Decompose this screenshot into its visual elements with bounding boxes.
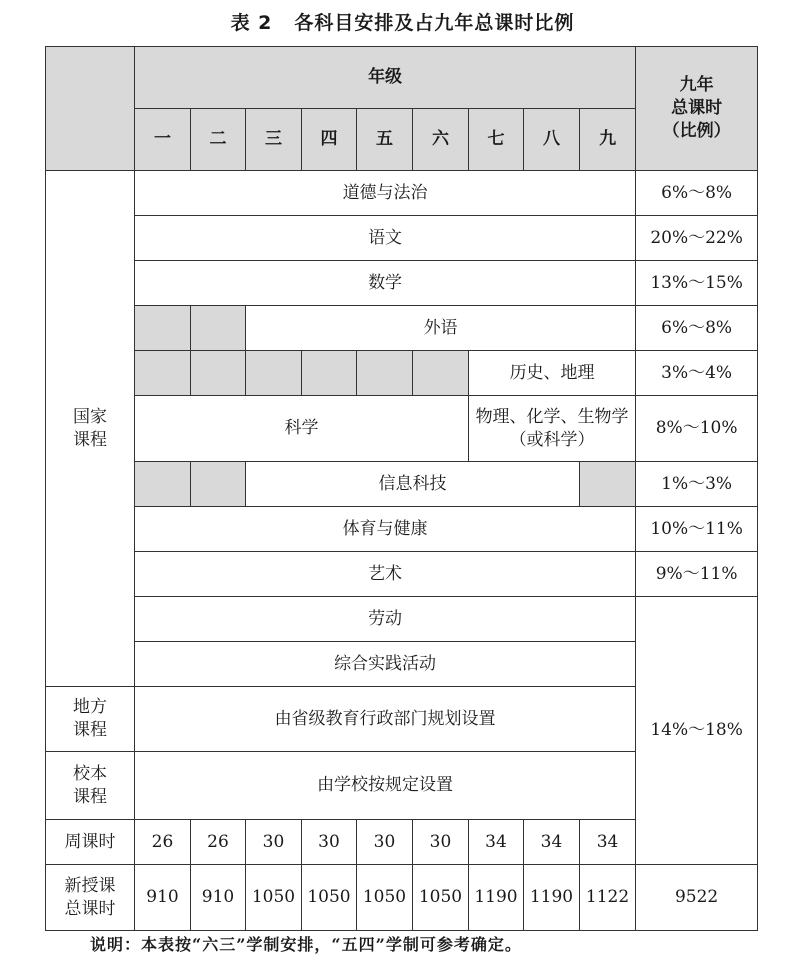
subject-school-setting: 由学校按规定设置: [135, 752, 636, 820]
weekly-value: 30: [413, 820, 469, 865]
curriculum-table: [45, 46, 758, 931]
empty-cell: [135, 351, 191, 396]
empty-cell: [135, 462, 191, 507]
weekly-value: 34: [524, 820, 580, 865]
subject-science: 科学: [135, 396, 469, 462]
table-title: [0, 8, 805, 35]
total-value: 1050: [413, 865, 469, 931]
ratio-header: [636, 47, 758, 171]
ratio-header-line3: （比例）: [662, 120, 731, 141]
weekly-value: 34: [469, 820, 524, 865]
weekly-value: 34: [580, 820, 636, 865]
subject-chinese: 语文: [135, 216, 636, 261]
empty-cell: [580, 462, 636, 507]
total-value: 1050: [246, 865, 302, 931]
weekly-value: 30: [246, 820, 302, 865]
empty-cell: [191, 351, 246, 396]
ratio-it: 1%～3%: [636, 462, 758, 507]
subject-foreign: 外语: [246, 306, 636, 351]
subject-practice: 综合实践活动: [135, 642, 636, 687]
total-value: 910: [191, 865, 246, 931]
subject-morality: 道德与法治: [135, 171, 636, 216]
empty-cell: [246, 351, 302, 396]
ratio-history: 3%～4%: [636, 351, 758, 396]
group-national: 国家课程: [46, 171, 135, 687]
table-note: 说明：本表按“六三”学制安排，“五四”学制可参考确定。: [90, 935, 522, 954]
ratio-science: 8%～10%: [636, 396, 758, 462]
ratio-header-line2: 总课时: [671, 98, 723, 119]
subject-pe: 体育与健康: [135, 507, 636, 552]
grade-7: 七: [469, 109, 524, 171]
total-value: 1190: [524, 865, 580, 931]
table-number: 表 2: [230, 12, 273, 34]
ratio-shared: 14%～18%: [636, 597, 758, 865]
grade-5: 五: [357, 109, 413, 171]
subject-math: 数学: [135, 261, 636, 306]
empty-cell: [413, 351, 469, 396]
grade-6: 六: [413, 109, 469, 171]
ratio-foreign: 6%～8%: [636, 306, 758, 351]
weekly-value: 30: [357, 820, 413, 865]
weekly-value: 30: [302, 820, 357, 865]
grade-header: 年级: [135, 47, 636, 109]
grade-2: 二: [191, 109, 246, 171]
grade-3: 三: [246, 109, 302, 171]
subject-local-setting: 由省级教育行政部门规划设置: [135, 687, 636, 752]
weekly-label: 周课时: [46, 820, 135, 865]
ratio-header-line1: 九年: [679, 75, 714, 96]
group-local: 地方课程: [46, 687, 135, 752]
total-value: 1122: [580, 865, 636, 931]
grade-9: 九: [580, 109, 636, 171]
empty-cell: [135, 306, 191, 351]
ratio-chinese: 20%～22%: [636, 216, 758, 261]
total-value: 1050: [357, 865, 413, 931]
empty-cell: [191, 306, 246, 351]
subject-it: 信息科技: [246, 462, 580, 507]
empty-cell: [357, 351, 413, 396]
total-value: 1050: [302, 865, 357, 931]
subject-art: 艺术: [135, 552, 636, 597]
empty-cell: [191, 462, 246, 507]
total-value: 1190: [469, 865, 524, 931]
ratio-math: 13%～15%: [636, 261, 758, 306]
total-label: 新授课总课时: [46, 865, 135, 931]
subject-science-secondary: 物理、化学、生物学（或科学）: [469, 396, 636, 462]
table-title-text: 各科目安排及占九年总课时比例: [294, 12, 575, 34]
total-sum: 9522: [636, 865, 758, 931]
weekly-value: 26: [135, 820, 191, 865]
empty-cell: [302, 351, 357, 396]
ratio-morality: 6%～8%: [636, 171, 758, 216]
grade-8: 八: [524, 109, 580, 171]
weekly-value: 26: [191, 820, 246, 865]
grade-4: 四: [302, 109, 357, 171]
corner-cell: [46, 47, 135, 171]
group-school: 校本课程: [46, 752, 135, 820]
ratio-pe: 10%～11%: [636, 507, 758, 552]
subject-labor: 劳动: [135, 597, 636, 642]
subject-history: 历史、地理: [469, 351, 636, 396]
total-value: 910: [135, 865, 191, 931]
grade-1: 一: [135, 109, 191, 171]
ratio-art: 9%～11%: [636, 552, 758, 597]
